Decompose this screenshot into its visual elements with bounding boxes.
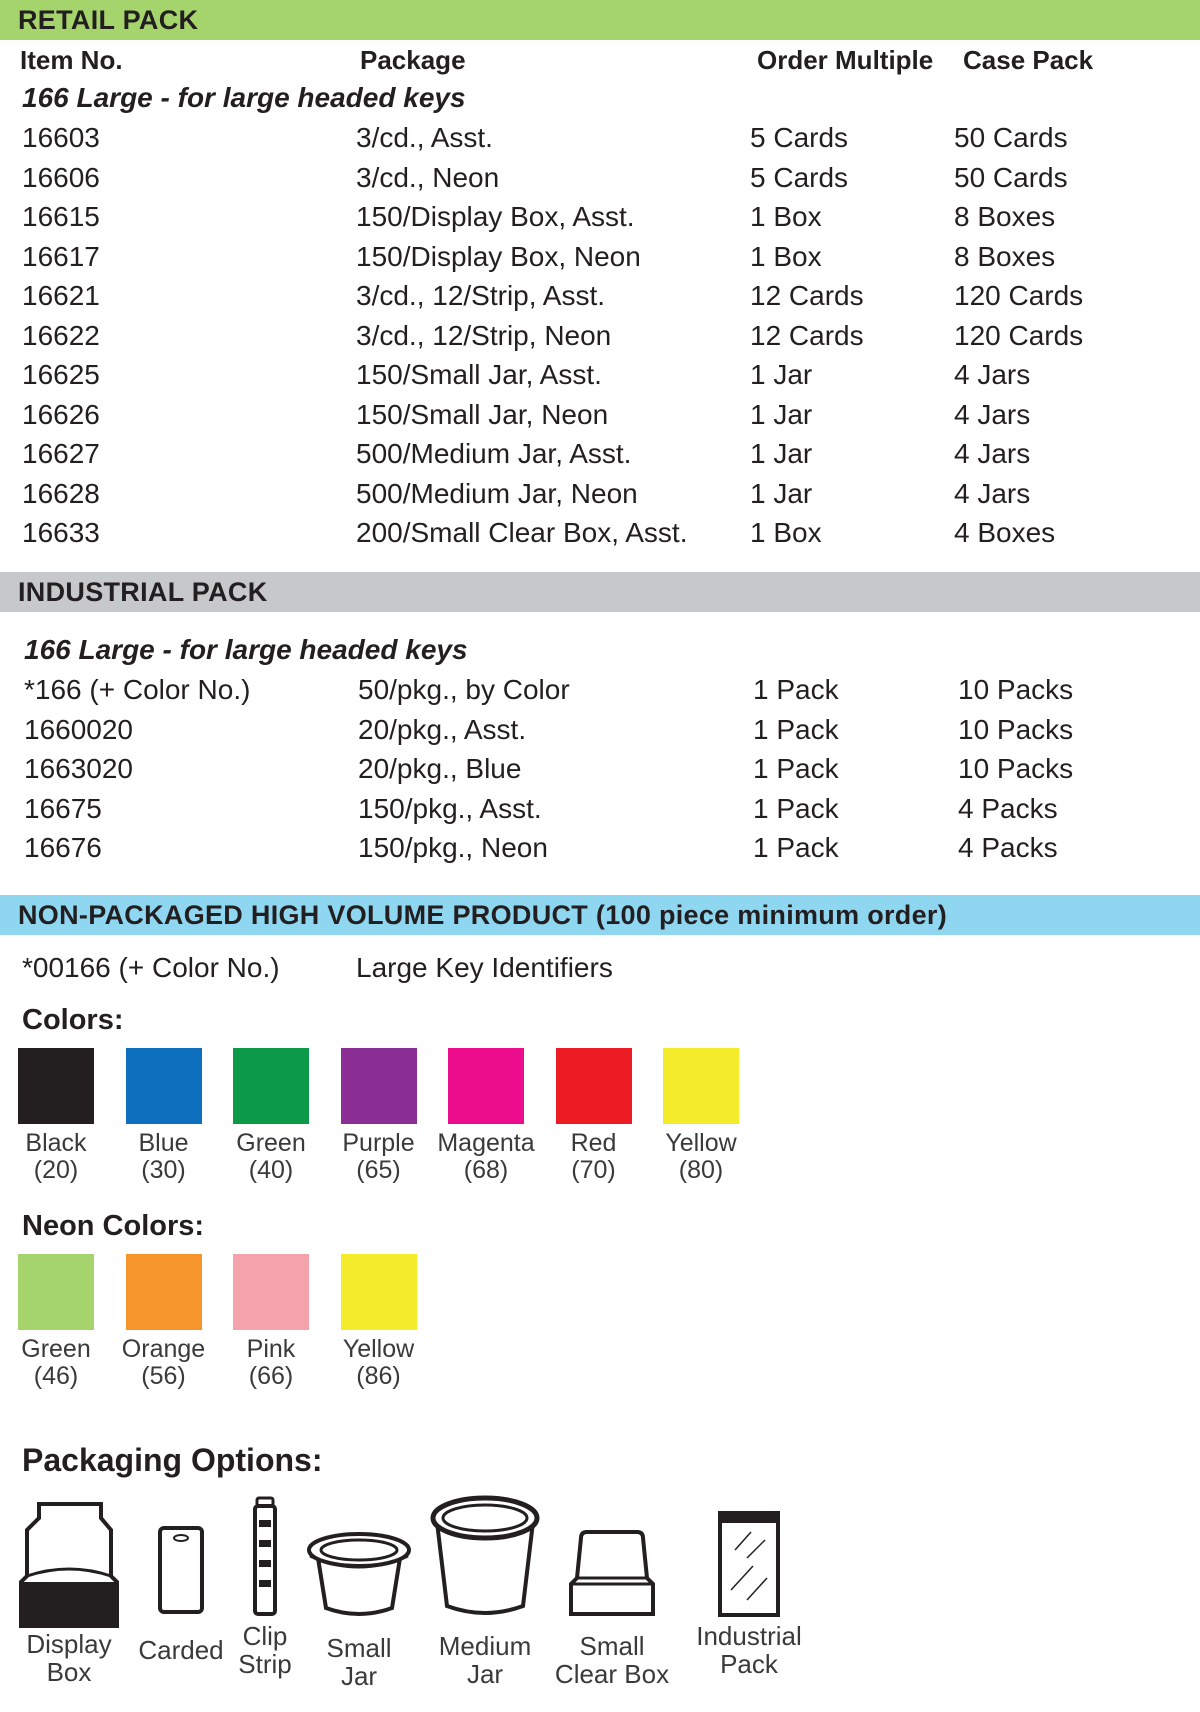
package-cell: 150/pkg., Asst.: [358, 792, 542, 824]
order-multiple-cell: 1 Pack: [753, 832, 839, 863]
case-pack-cell: 8 Boxes: [954, 240, 1056, 272]
neon-color-swatches: [0, 1254, 800, 1394]
table-row: [0, 355, 1200, 395]
table-row: [0, 434, 1200, 474]
table-row: [0, 749, 1200, 789]
table-row: [0, 316, 1200, 356]
industrial-pack-icon: [717, 1510, 781, 1618]
item-no-cell: 16622: [22, 319, 100, 351]
item-no-cell: 16617: [22, 240, 100, 272]
package-cell: 150/Display Box, Asst.: [356, 201, 635, 232]
retail-table: [0, 118, 1200, 553]
color-chip: [126, 1254, 202, 1330]
color-chip: [126, 1048, 202, 1124]
color-name: Orange: [121, 1335, 206, 1363]
color-name: Yellow: [665, 1129, 737, 1157]
color-swatch: [217, 1254, 325, 1390]
package-cell: 3/cd., 12/Strip, Asst.: [356, 280, 606, 311]
order-multiple-cell: 5 Cards: [750, 122, 849, 153]
display-box-icon: [17, 1500, 121, 1630]
package-small-jar: [294, 1528, 424, 1690]
table-row: [0, 828, 1200, 868]
case-pack-cell: 120 Cards: [954, 280, 1084, 311]
color-code: (46): [33, 1362, 79, 1390]
order-multiple-cell: 12 Cards: [750, 319, 864, 351]
package-medium-jar: [420, 1494, 550, 1688]
color-chip: [663, 1048, 739, 1124]
non-packaged-header: NON-PACKAGED HIGH VOLUME PRODUCT (100 piece minimum order): [0, 895, 1200, 935]
package-cell: 500/Medium Jar, Neon: [356, 477, 638, 509]
case-pack-cell: 4 Jars: [954, 398, 1031, 430]
color-name: Blue: [138, 1129, 189, 1157]
medium-jar-icon: [429, 1494, 541, 1618]
item-no-cell: 16676: [24, 832, 102, 863]
color-code: (66): [248, 1362, 294, 1390]
case-pack-cell: 10 Packs: [958, 674, 1074, 705]
color-name: Green: [236, 1129, 306, 1157]
item-no-cell: 1660020: [24, 713, 134, 745]
item-no-cell: 16621: [22, 280, 100, 311]
order-multiple-cell: 1 Pack: [753, 713, 839, 745]
case-pack-cell: 4 Jars: [954, 477, 1031, 509]
order-multiple-cell: 1 Jar: [750, 398, 813, 430]
small-jar-icon: [304, 1528, 414, 1618]
table-row: [0, 276, 1200, 316]
table-row: [0, 237, 1200, 277]
carded-icon: [156, 1524, 206, 1616]
case-pack-cell: 120 Cards: [954, 319, 1084, 351]
color-chip: [233, 1254, 309, 1330]
item-no-cell: 16633: [22, 517, 100, 548]
item-no-cell: 16625: [22, 359, 100, 390]
non-packaged-item-no: *00166 (+ Color No.): [22, 952, 280, 983]
retail-subheading: 166 Large - for large headed keys: [22, 82, 466, 113]
color-code: (68): [463, 1156, 509, 1184]
case-pack-cell: 50 Cards: [954, 122, 1068, 153]
package-cell: 20/pkg., Asst.: [358, 713, 527, 745]
package-cell: 3/cd., 12/Strip, Neon: [356, 319, 612, 351]
table-row: [0, 670, 1200, 710]
package-cell: 150/pkg., Neon: [358, 832, 548, 863]
case-pack-cell: 10 Packs: [958, 713, 1074, 745]
package-display-box: [4, 1500, 134, 1686]
table-row: [0, 395, 1200, 435]
table-row: [0, 118, 1200, 158]
color-code: (30): [141, 1156, 186, 1184]
table-row: [0, 513, 1200, 553]
color-swatch: [432, 1048, 540, 1184]
color-swatch: [647, 1048, 755, 1184]
package-name: Small Jar: [326, 1633, 392, 1691]
order-multiple-cell: 1 Box: [750, 517, 822, 548]
item-no-cell: 16626: [22, 398, 100, 430]
package-cell: 500/Medium Jar, Asst.: [356, 438, 632, 469]
package-cell: 20/pkg., Blue: [358, 753, 522, 784]
package-small-clear-box: [547, 1530, 677, 1688]
case-pack-cell: 4 Boxes: [954, 517, 1056, 548]
color-name: Pink: [246, 1335, 296, 1363]
order-multiple-cell: 1 Jar: [750, 359, 813, 390]
order-multiple-cell: 1 Box: [750, 240, 822, 272]
case-pack-cell: 4 Jars: [954, 438, 1031, 469]
color-chip: [556, 1048, 632, 1124]
color-swatch: [325, 1048, 433, 1184]
color-name: Red: [570, 1129, 617, 1157]
order-multiple-cell: 1 Pack: [753, 792, 839, 824]
color-code: (56): [141, 1362, 186, 1390]
package-cell: 150/Small Jar, Asst.: [356, 359, 602, 390]
package-name: Industrial Pack: [696, 1621, 802, 1679]
color-chip: [341, 1048, 417, 1124]
case-pack-cell: 4 Jars: [954, 359, 1031, 390]
color-name: Yellow: [342, 1335, 415, 1363]
order-multiple-cell: 1 Jar: [750, 477, 813, 509]
color-code: (86): [356, 1362, 401, 1390]
case-pack-cell: 4 Packs: [958, 792, 1058, 824]
package-name: Clip Strip: [238, 1621, 292, 1679]
non-packaged-description: Large Key Identifiers: [356, 952, 613, 983]
color-swatch: [2, 1254, 110, 1390]
item-no-cell: 1663020: [24, 753, 134, 784]
table-row: [0, 474, 1200, 514]
color-code: (70): [571, 1156, 616, 1184]
item-no-cell: 16628: [22, 477, 100, 509]
retail-pack-header: RETAIL PACK: [0, 0, 1200, 40]
color-swatch: [110, 1254, 218, 1390]
order-multiple-cell: 1 Pack: [753, 674, 839, 705]
package-name: Small Clear Box: [554, 1631, 670, 1689]
color-code: (40): [248, 1156, 294, 1184]
item-no-cell: 16603: [22, 122, 100, 153]
package-name: Medium Jar: [438, 1631, 532, 1689]
item-no-cell: 16627: [22, 438, 100, 469]
package-cell: 150/Small Jar, Neon: [356, 398, 609, 430]
package-name: Display Box: [26, 1629, 112, 1687]
order-multiple-cell: 1 Jar: [750, 438, 813, 469]
industrial-table: [0, 670, 1200, 868]
case-pack-cell: 8 Boxes: [954, 201, 1056, 232]
column-header-item-no: Item No.: [20, 45, 123, 75]
color-swatch: [2, 1048, 110, 1184]
color-code: (20): [33, 1156, 79, 1184]
color-chip: [18, 1254, 94, 1330]
color-name: Magenta: [437, 1129, 535, 1157]
color-code: (65): [356, 1156, 401, 1184]
case-pack-cell: 4 Packs: [958, 832, 1058, 863]
industrial-subheading: 166 Large - for large headed keys: [24, 634, 468, 665]
item-no-cell: *166 (+ Color No.): [24, 674, 251, 705]
color-swatch: [540, 1048, 648, 1184]
packaging-options-label: Packaging Options:: [22, 1442, 323, 1478]
color-name: Purple: [342, 1129, 415, 1157]
color-swatch: [325, 1254, 433, 1390]
color-chip: [18, 1048, 94, 1124]
table-row: [0, 197, 1200, 237]
small-clear-box-icon: [567, 1530, 657, 1618]
clip-strip-icon: [247, 1494, 283, 1618]
table-row: [0, 789, 1200, 829]
order-multiple-cell: 1 Box: [750, 201, 822, 232]
color-swatch: [110, 1048, 218, 1184]
package-cell: 150/Display Box, Neon: [356, 240, 641, 272]
column-header-case-pack: Case Pack: [963, 45, 1094, 75]
color-code: (80): [678, 1156, 724, 1184]
item-no-cell: 16615: [22, 201, 100, 232]
color-swatch: [217, 1048, 325, 1184]
package-cell: 3/cd., Asst.: [356, 122, 493, 153]
case-pack-cell: 10 Packs: [958, 753, 1074, 784]
item-no-cell: 16606: [22, 161, 100, 193]
colors-label: Colors:: [22, 1004, 124, 1036]
package-cell: 3/cd., Neon: [356, 161, 500, 193]
table-row: [0, 710, 1200, 750]
color-chip: [233, 1048, 309, 1124]
package-name: Carded: [138, 1635, 224, 1665]
item-no-cell: 16675: [24, 792, 102, 824]
color-chip: [341, 1254, 417, 1330]
column-header-order-multiple: Order Multiple: [757, 45, 934, 75]
color-name: Green: [21, 1335, 91, 1363]
color-chip: [448, 1048, 524, 1124]
column-header-package: Package: [360, 45, 466, 75]
industrial-pack-header: INDUSTRIAL PACK: [0, 572, 1200, 612]
case-pack-cell: 50 Cards: [954, 161, 1068, 193]
package-industrial-pack: [684, 1510, 814, 1678]
neon-colors-label: Neon Colors:: [22, 1210, 205, 1242]
table-row: [0, 158, 1200, 198]
color-swatches: [0, 1048, 800, 1188]
order-multiple-cell: 1 Pack: [753, 753, 839, 784]
package-cell: 200/Small Clear Box, Asst.: [356, 517, 688, 548]
order-multiple-cell: 5 Cards: [750, 161, 849, 193]
package-cell: 50/pkg., by Color: [358, 674, 570, 705]
color-name: Black: [25, 1129, 87, 1157]
order-multiple-cell: 12 Cards: [750, 280, 864, 311]
